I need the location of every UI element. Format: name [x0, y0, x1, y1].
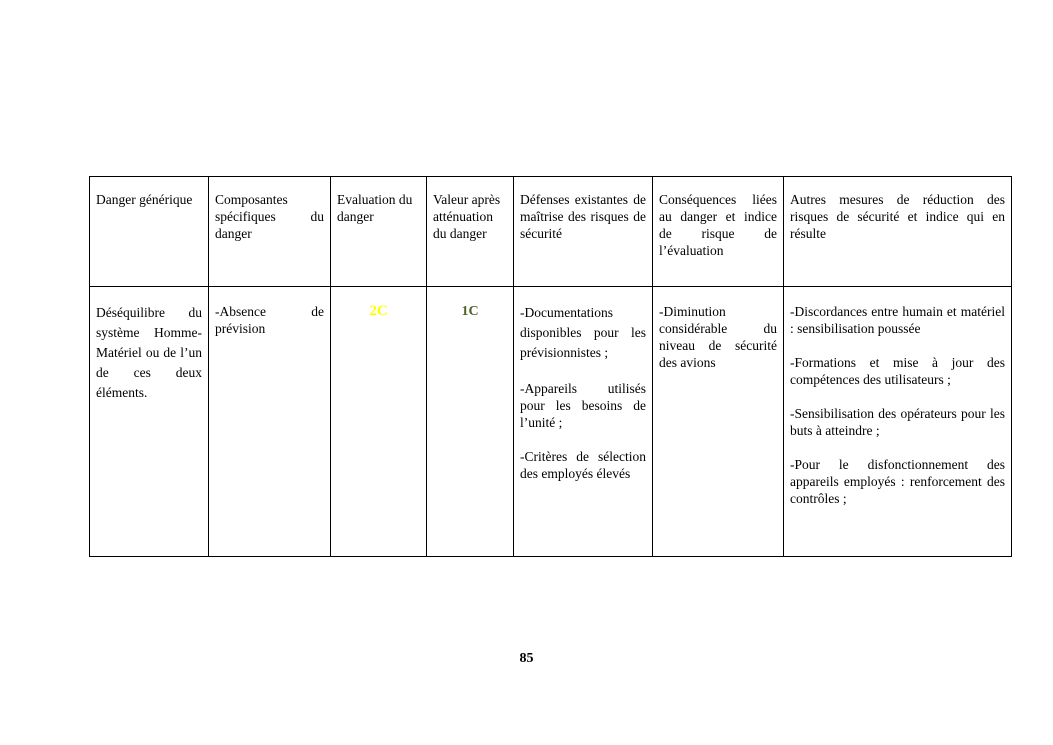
mesure-item: -Formations et mise à jour des compétences des utilisateurs ;	[790, 355, 1005, 387]
cell-consequences: -Diminution considérable du niveau de sécurité des avions	[653, 287, 784, 557]
mesure-item: -Sensibilisation des opérateurs pour les buts à atteindre ;	[790, 406, 1005, 438]
mesure-item: -Pour le disfonctionnement des appareils employés : renforcement des contrôles ;	[790, 457, 1005, 506]
mesure-item: -Discordances entre humain et matériel : sensibilisation poussée	[790, 304, 1005, 336]
header-composantes: Composantes spécifiques du danger	[209, 177, 331, 287]
header-consequences: Conséquences liées au danger et indice de risque de l’évaluation	[653, 177, 784, 287]
cell-composantes: -Absence de prévision	[209, 287, 331, 557]
defense-item: -Appareils utilisés pour les besoins de l’unité ;	[520, 381, 646, 430]
cell-danger: Déséquilibre du système Homme-Matériel ou de l’un de ces deux éléments.	[90, 287, 209, 557]
cell-valeur	[427, 287, 514, 557]
header-valeur-attenuation: Valeur après atténuation du danger	[427, 177, 514, 287]
evaluation-code: 2C	[369, 303, 388, 319]
header-danger-generique: Danger générique	[90, 177, 209, 287]
table-header-row	[90, 177, 1012, 287]
table-row	[90, 287, 1012, 557]
header-evaluation: Evaluation du danger	[331, 177, 427, 287]
header-defenses: Défenses existantes de maîtrise des risques de sécurité	[514, 177, 653, 287]
risk-assessment-table	[89, 176, 1012, 557]
page-number: 85	[519, 651, 534, 666]
defense-item: -Critères de sélection des employés élevés	[520, 449, 646, 481]
cell-defenses	[514, 287, 653, 557]
header-autres-mesures: Autres mesures de réduction des risques de sécurité et indice qui en résulte	[784, 177, 1012, 287]
cell-autres-mesures	[784, 287, 1012, 557]
attenuation-code: 1C	[461, 304, 479, 319]
cell-evaluation	[331, 287, 427, 557]
defense-item: -Documentations disponibles pour les prévisionnistes ;	[520, 305, 646, 360]
